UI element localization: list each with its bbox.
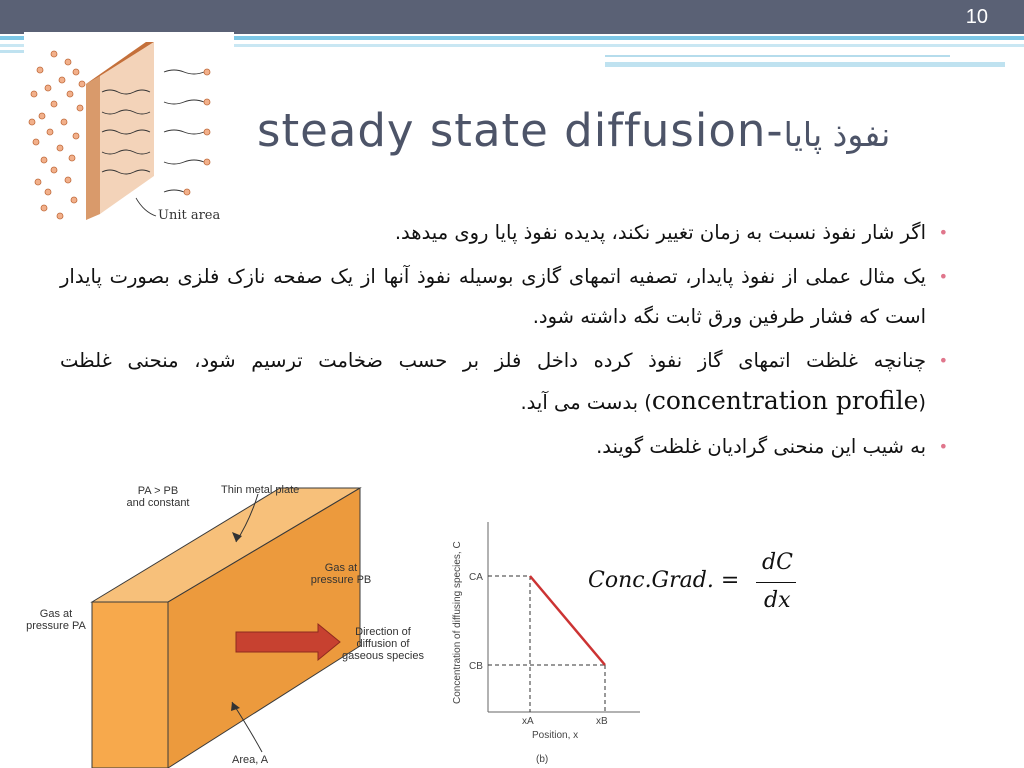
pressure-relation-label: PA > PB and constant <box>126 485 190 509</box>
gas-a-label: Gas at pressure PA <box>26 608 86 632</box>
c-a-label: CA <box>469 572 483 583</box>
direction-label: Direction of diffusion of gaseous species <box>342 626 424 662</box>
decor-stripe <box>605 55 950 57</box>
plate-front-face <box>92 602 168 768</box>
bullet-item: • یک مثال عملی از نفوذ پایدار، تصفیه اتمهای گازی بوسیله نفوذ آنها از یک صفحه نازک فلزی بصورت پایدار است که فشار طرفین ورق ثابت نگه داشته شود. <box>60 257 960 337</box>
equation-denominator: dx <box>764 588 791 613</box>
unit-area-label: Unit area <box>158 208 221 223</box>
page-title <box>257 104 967 157</box>
title-english: steady state diffusion- <box>257 104 784 157</box>
gas-b-label: Gas at pressure PB <box>310 562 372 586</box>
equation-lhs: Conc.Grad. = <box>588 568 740 593</box>
fraction-bar <box>756 582 796 583</box>
title-persian: نفوذ پایا <box>783 115 891 154</box>
bullet-dot-icon: • <box>938 267 948 286</box>
bullet-item: • اگر شار نفوذ نسبت به زمان تغییر نکند، پدیده نفوذ پایا روی میدهد. <box>60 213 960 253</box>
bullet-dot-icon: • <box>938 351 948 370</box>
bullet-list <box>60 213 960 471</box>
bullet-item: • به شیب این منحنی گرادیان غلظت گویند. <box>60 427 960 467</box>
graph-y-label: Concentration of diffusing species, C <box>452 541 463 704</box>
thin-plate-label: Thin metal plate <box>221 484 300 496</box>
concentration-gradient-equation <box>588 550 808 620</box>
diffusing-atoms <box>29 51 85 219</box>
x-b-label: xB <box>596 716 608 727</box>
top-bar <box>0 0 1024 34</box>
unit-area-figure <box>24 32 234 232</box>
area-label: Area, A <box>232 754 269 766</box>
equation-numerator: dC <box>762 550 793 575</box>
bullet-dot-icon: • <box>938 223 948 242</box>
graph-x-label: Position, x <box>532 730 579 741</box>
panel-label: (b) <box>536 754 549 765</box>
x-a-label: xA <box>522 716 534 727</box>
decor-stripe <box>605 62 1005 67</box>
c-b-label: CB <box>469 661 483 672</box>
bullet-item: • چنانچه غلظت اتمهای گاز نفوذ کرده داخل فلز بر حسب ضخامت ترسیم شود، منحنی غلظت (concentration profile) بدست می آید. <box>60 341 960 423</box>
slide-number: 10 <box>965 6 988 28</box>
bullet-dot-icon: • <box>938 437 948 456</box>
concentration-profile-term: concentration profile <box>651 386 919 415</box>
